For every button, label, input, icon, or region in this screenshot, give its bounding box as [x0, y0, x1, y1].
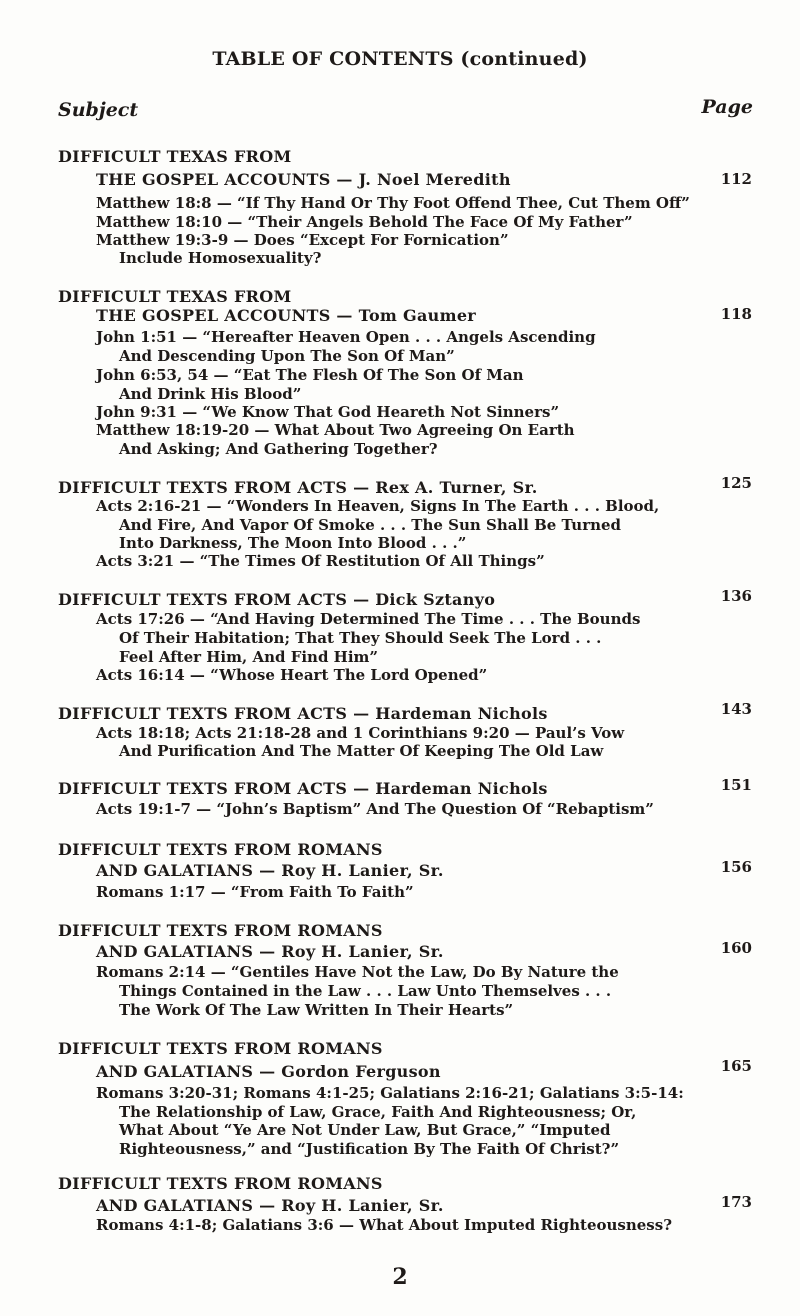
entry-scripture-line: Acts 19:1-7 — “John’s Baptism” And The Question Of “Rebaptism” [96, 800, 654, 818]
entry-scripture-line: Acts 16:14 — “Whose Heart The Lord Opened” [96, 666, 488, 684]
entry-page-number: 156 [720, 858, 752, 876]
page-number-footer: 2 [392, 1264, 408, 1290]
entry-heading: DIFFICULT TEXTS FROM ROMANS [58, 1174, 383, 1193]
entry-scripture-line: Acts 2:16-21 — “Wonders In Heaven, Signs In The Earth . . . Blood, [96, 497, 660, 515]
entry-scripture-line: Matthew 18:10 — “Their Angels Behold The Face Of My Father” [96, 213, 633, 231]
entry-heading: DIFFICULT TEXTS FROM ACTS — Hardeman Nichols [58, 779, 548, 798]
entry-page-number: 160 [720, 939, 752, 957]
entry-scripture-line: Acts 18:18; Acts 21:18-28 and 1 Corinthians 9:20 — Paul’s Vow [96, 724, 625, 742]
page-column-label: Page [701, 96, 753, 118]
entry-heading-author: AND GALATIANS — Roy H. Lanier, Sr. [96, 942, 444, 961]
entry-heading: DIFFICULT TEXTS FROM ACTS — Rex A. Turner, Sr. [58, 478, 538, 497]
entry-heading: DIFFICULT TEXTS FROM ROMANS [58, 1039, 383, 1058]
entry-scripture-line: John 1:51 — “Hereafter Heaven Open . . . Angels Ascending [96, 328, 596, 346]
entry-heading: DIFFICULT TEXTS FROM ACTS — Dick Sztanyo [58, 590, 496, 609]
entry-heading-author: AND GALATIANS — Roy H. Lanier, Sr. [96, 1196, 444, 1215]
entry-scripture-line: John 6:53, 54 — “Eat The Flesh Of The Son Of Man [96, 366, 524, 384]
entry-page-number: 143 [720, 700, 752, 718]
entry-heading: DIFFICULT TEXTS FROM ACTS — Hardeman Nichols [58, 704, 548, 723]
entry-heading: DIFFICULT TEXAS FROM [58, 147, 292, 166]
entry-scripture-line: Of Their Habitation; That They Should Seek The Lord . . . [119, 629, 602, 647]
entry-scripture-line: And Fire, And Vapor Of Smoke . . . The Sun Shall Be Turned [119, 516, 622, 534]
entry-scripture-line: Romans 2:14 — “Gentiles Have Not the Law, Do By Nature the [96, 963, 619, 981]
entry-scripture-line: Into Darkness, The Moon Into Blood . . .” [119, 534, 467, 552]
entry-scripture-line: Things Contained in the Law . . . Law Unto Themselves . . . [119, 982, 612, 1000]
entry-heading-author: AND GALATIANS — Roy H. Lanier, Sr. [96, 861, 444, 880]
entry-heading: DIFFICULT TEXTS FROM ROMANS [58, 921, 383, 940]
entry-scripture-line: The Relationship of Law, Grace, Faith And Righteousness; Or, [119, 1103, 637, 1121]
entry-heading-author: THE GOSPEL ACCOUNTS — Tom Gaumer [96, 306, 477, 325]
entry-page-number: 173 [720, 1193, 752, 1211]
entry-scripture-line: What About “Ye Are Not Under Law, But Grace,” “Imputed [119, 1121, 611, 1139]
entry-page-number: 136 [720, 587, 752, 605]
entry-scripture-line: Romans 1:17 — “From Faith To Faith” [96, 883, 414, 901]
entry-scripture-line: Acts 17:26 — “And Having Determined The Time . . . The Bounds [96, 610, 641, 628]
entry-page-number: 125 [720, 474, 752, 492]
entry-scripture-line: John 9:31 — “We Know That God Heareth Not Sinners” [96, 403, 560, 421]
entry-scripture-line: Romans 4:1-8; Galatians 3:6 — What About Imputed Righteousness? [96, 1216, 672, 1234]
entry-scripture-line: And Descending Upon The Son Of Man” [119, 347, 455, 365]
subject-column-label: Subject [58, 99, 139, 121]
entry-scripture-line: Include Homosexuality? [119, 249, 322, 267]
entry-scripture-line: And Purification And The Matter Of Keeping The Old Law [119, 742, 604, 760]
entry-scripture-line: Matthew 18:19-20 — What About Two Agreeing On Earth [96, 421, 575, 439]
entry-scripture-line: Matthew 18:8 — “If Thy Hand Or Thy Foot Offend Thee, Cut Them Off” [96, 194, 690, 212]
entry-page-number: 151 [720, 776, 752, 794]
entry-scripture-line: Feel After Him, And Find Him” [119, 648, 379, 666]
entry-scripture-line: The Work Of The Law Written In Their Hearts” [119, 1001, 514, 1019]
entry-scripture-line: Matthew 19:3-9 — Does “Except For Fornication” [96, 231, 509, 249]
entry-scripture-line: And Drink His Blood” [119, 385, 302, 403]
entry-page-number: 118 [720, 305, 752, 323]
entry-scripture-line: Romans 3:20-31; Romans 4:1-25; Galatians 2:16-21; Galatians 3:5-14: [96, 1084, 684, 1102]
entry-heading-author: AND GALATIANS — Gordon Ferguson [96, 1062, 441, 1081]
entry-page-number: 165 [720, 1057, 752, 1075]
entry-heading-author: THE GOSPEL ACCOUNTS — J. Noel Meredith [96, 170, 511, 189]
entry-scripture-line: Acts 3:21 — “The Times Of Restitution Of All Things” [96, 552, 545, 570]
entry-heading: DIFFICULT TEXAS FROM [58, 287, 292, 306]
entry-heading: DIFFICULT TEXTS FROM ROMANS [58, 840, 383, 859]
entry-scripture-line: Righteousness,” and “Justification By The Faith Of Christ?” [119, 1140, 620, 1158]
page-title: TABLE OF CONTENTS (continued) [212, 48, 588, 70]
entry-scripture-line: And Asking; And Gathering Together? [119, 440, 438, 458]
entry-page-number: 112 [720, 170, 752, 188]
